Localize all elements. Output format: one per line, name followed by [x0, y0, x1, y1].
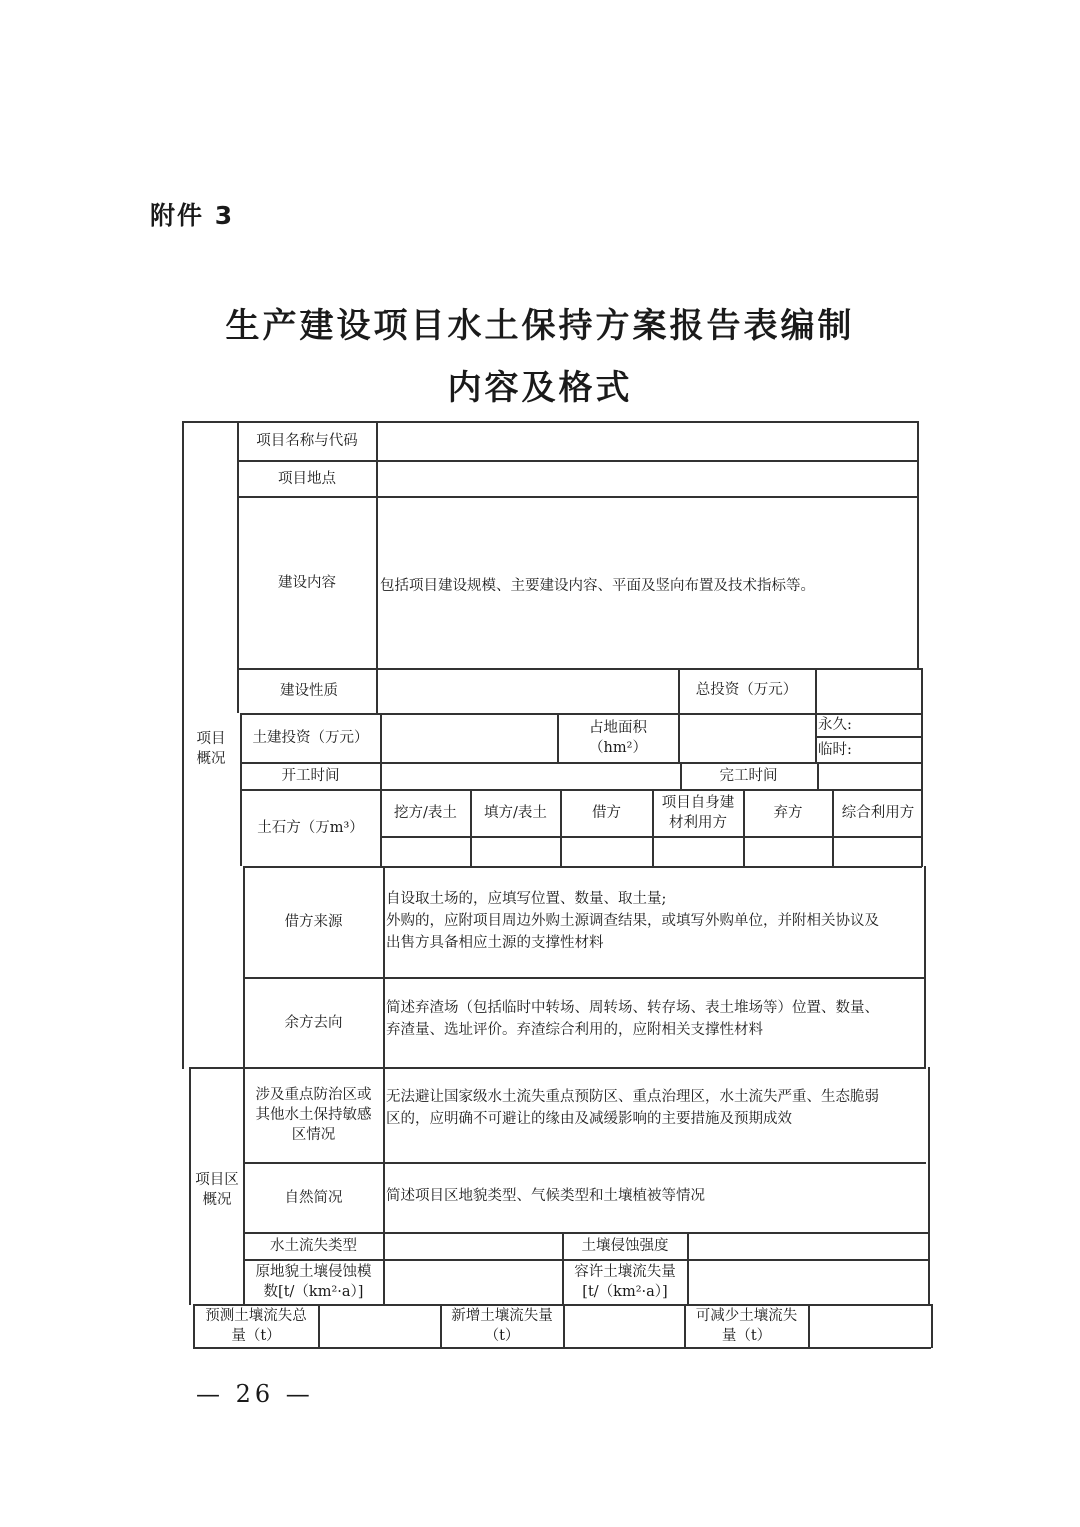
table-line	[563, 1304, 565, 1348]
table-line	[687, 1232, 689, 1305]
earthwork-col-spoil: 弃方	[773, 805, 803, 821]
label-surplus-dest: 余方去向	[284, 1014, 343, 1031]
label-natural: 自然简况	[284, 1189, 343, 1206]
label-earthwork: 土石方（万m³）	[257, 820, 364, 836]
label-sensitive: 涉及重点防治区或 其他水土保持敏感 区情况	[255, 1087, 372, 1143]
label-name-code: 项目名称与代码	[256, 433, 358, 449]
table-line	[193, 1347, 931, 1349]
earthwork-col-self-use: 项目自身建 材利用方	[661, 795, 735, 831]
section-project-overview: 项目 概况	[196, 731, 226, 767]
label-new-loss: 新增土壤流失量 （t）	[451, 1308, 553, 1344]
attachment-label: 附件 3	[150, 201, 235, 230]
label-finish-time: 完工时间	[719, 768, 778, 784]
earthwork-col-comprehensive: 综合利用方	[841, 805, 915, 821]
note-sensitive: 无法避让国家级水土流失重点预防区、重点治理区，水土流失严重、生态脆弱 区的，应明确不可避让的缘由及减缓影响的主要措施及预期成效	[386, 1089, 879, 1127]
earthwork-col-fill: 填方/表土	[484, 805, 547, 821]
document-title-line1: 生产建设项目水土保持方案报告表编制	[225, 306, 855, 346]
table-line	[817, 762, 819, 790]
label-location: 项目地点	[278, 470, 336, 487]
table-line	[318, 1304, 320, 1348]
note-surplus-dest: 简述弃渣场（包括临时中转场、周转场、转存场、表土堆场等）位置、数量、 弃渣量、选址评价。弃渣综合利用的，应附相关支撑性材料	[386, 1000, 879, 1038]
label-total-invest: 总投资（万元）	[695, 682, 798, 698]
label-allowable-loss: 容许土壤流失量 [t/（km²·a）]	[574, 1264, 676, 1300]
table-line	[924, 866, 926, 1068]
earthwork-col-borrow: 借方	[592, 805, 621, 821]
label-original-modulus: 原地貌土壤侵蚀模 数[t/（km²·a）]	[255, 1264, 372, 1300]
table-line	[921, 668, 923, 867]
earthwork-col-excavation: 挖方/表土	[394, 805, 457, 821]
label-permanent: 永久:	[818, 717, 852, 733]
label-reducible-loss: 可减少土壤流失 量（t）	[695, 1308, 798, 1344]
table-line	[931, 1304, 933, 1348]
label-content: 建设内容	[278, 574, 336, 591]
table-line	[928, 1067, 930, 1305]
label-civil-invest: 土建投资（万元）	[252, 730, 369, 746]
label-temporary: 临时:	[818, 741, 852, 758]
note-natural: 简述项目区地貌类型、气候类型和土壤植被等情况	[386, 1188, 705, 1204]
table-line	[380, 836, 922, 838]
table-line	[383, 866, 385, 1305]
label-erosion-intensity: 土壤侵蚀强度	[581, 1238, 669, 1254]
note-content: 包括项目建设规模、主要建设内容、平面及竖向布置及技术指标等。	[380, 578, 815, 594]
table-line	[917, 421, 919, 669]
label-loss-type: 水土流失类型	[270, 1238, 357, 1254]
label-borrow-source: 借方来源	[284, 914, 343, 930]
label-start-time: 开工时间	[281, 768, 340, 784]
label-predicted-total: 预测土壤流失总 量（t）	[205, 1308, 307, 1344]
section-project-area-overview: 项目区 概况	[195, 1172, 239, 1208]
label-land-area: 占地面积 （hm²）	[589, 720, 647, 756]
note-borrow-source: 自设取土场的，应填写位置、数量、取土量; 外购的，应附项目周边外购土源调查结果，或填写外购单位，并附相关协议及 出售方具备相应土源的支撑性材料	[386, 891, 879, 951]
page-number: — 26 —	[196, 1380, 314, 1408]
document-title-line2: 内容及格式	[447, 368, 633, 408]
table-line	[808, 1304, 810, 1348]
label-nature: 建设性质	[280, 683, 338, 699]
